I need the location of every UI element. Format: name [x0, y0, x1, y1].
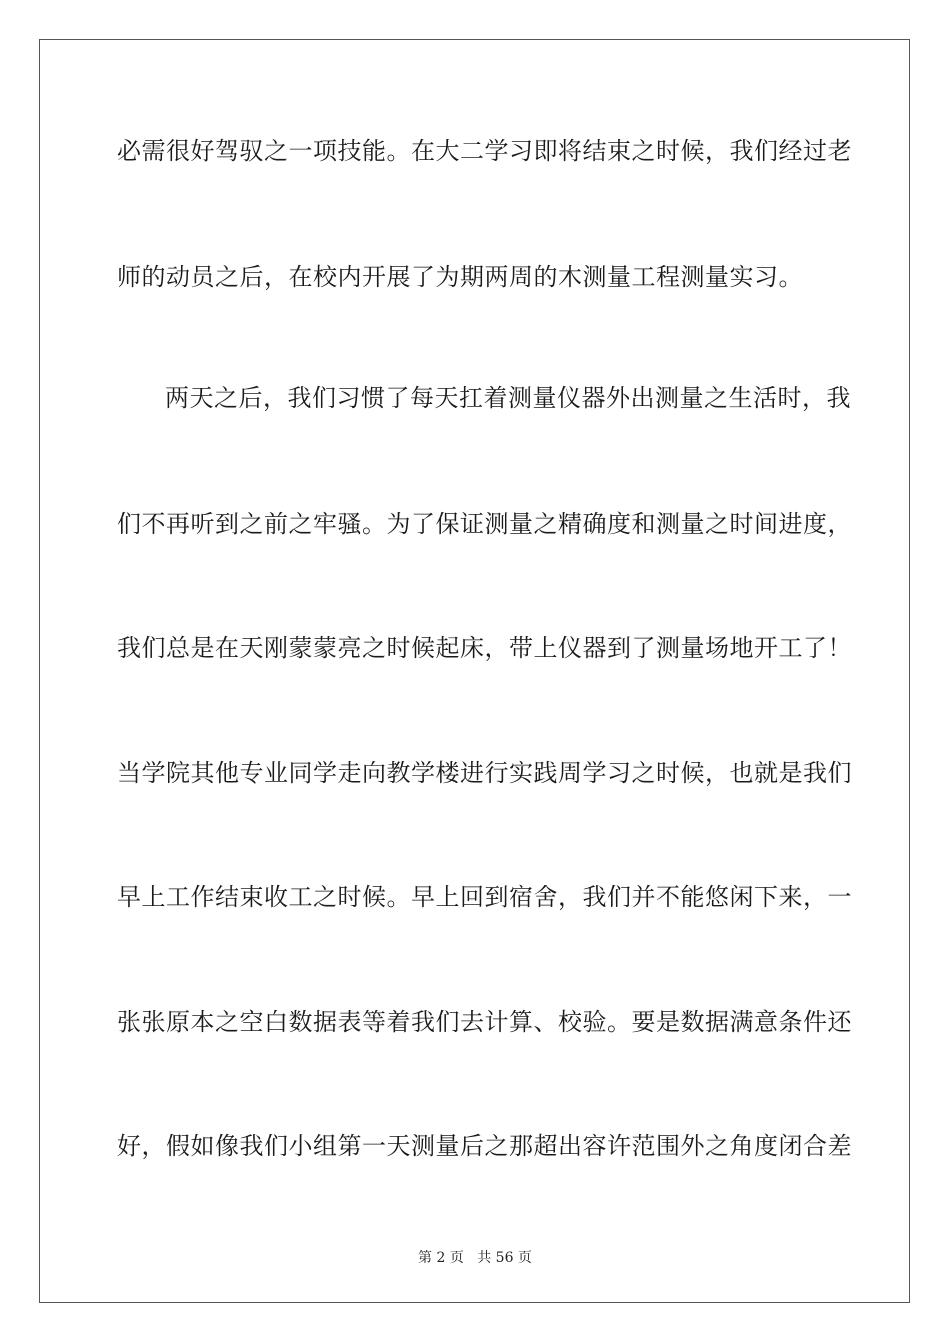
text-line: 好，假如像我们小组第一天测量后之那超出容许范围外之角度闭合差 — [117, 1132, 852, 1160]
page-footer — [0, 1248, 950, 1268]
text-line: 们不再听到之前之牢骚。为了保证测量之精确度和测量之时间进度， — [117, 510, 852, 538]
text-line: 张张原本之空白数据表等着我们去计算、校验。要是数据满意条件还 — [117, 1008, 852, 1036]
page-total: 共 56 页 — [477, 1250, 532, 1266]
text-line: 早上工作结束收工之时候。早上回到宿舍，我们并不能悠闲下来，一 — [117, 883, 852, 911]
page-number: 第 2 页 — [418, 1250, 464, 1266]
text-line: 当学院其他专业同学走向教学楼进行实践周学习之时候，也就是我们 — [117, 759, 852, 787]
paragraph-first-line: 两天之后，我们习惯了每天扛着测量仪器外出测量之生活时，我 — [165, 384, 851, 412]
page-border — [39, 39, 910, 1303]
text-line: 我们总是在天刚蒙蒙亮之时候起床，带上仪器到了测量场地开工了！ — [117, 634, 852, 662]
text-line: 师的动员之后，在校内开展了为期两周的木测量工程测量实习。 — [117, 263, 803, 291]
text-line: 必需很好驾驭之一项技能。在大二学习即将结束之时候，我们经过老 — [117, 137, 852, 165]
